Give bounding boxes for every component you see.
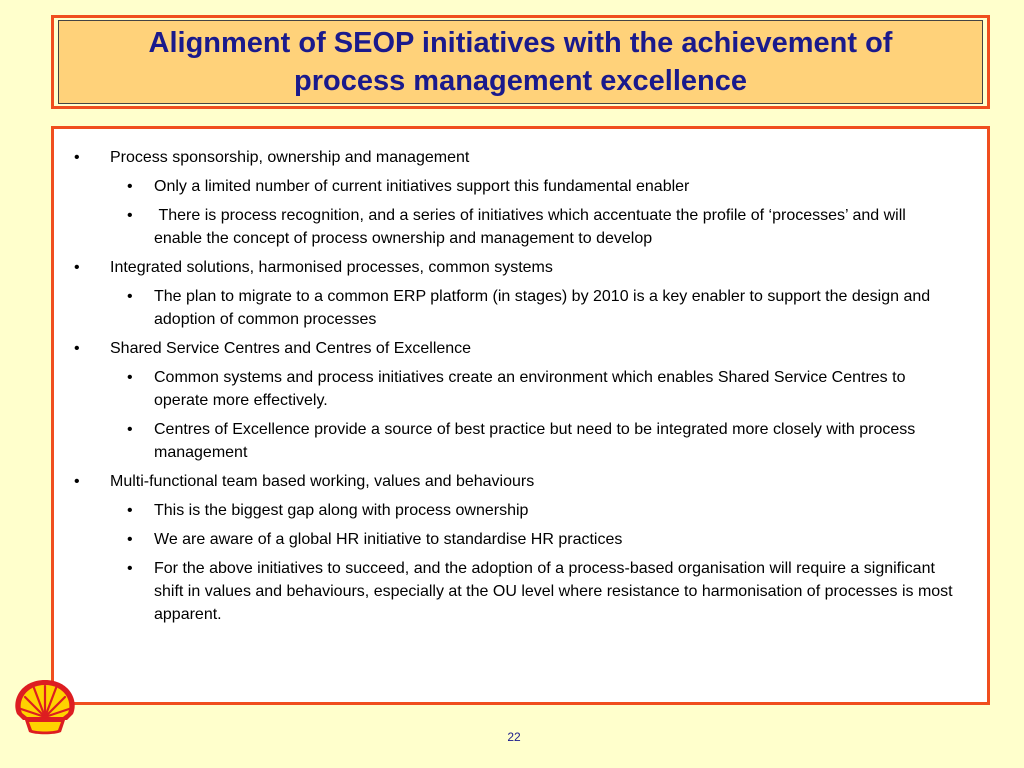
shell-logo-icon bbox=[11, 676, 79, 736]
bullet-item bbox=[54, 337, 987, 464]
bullet-item bbox=[54, 146, 987, 250]
bullet-icon: • bbox=[127, 207, 133, 224]
sub-bullet-text: Centres of Excellence provide a source of best practice but need to be integrated more closely with process management bbox=[154, 421, 916, 461]
bullet-icon: • bbox=[74, 259, 80, 276]
bullet-icon: • bbox=[127, 288, 133, 305]
shell-logo-base-inner bbox=[29, 722, 61, 732]
title-frame bbox=[51, 15, 990, 109]
sub-bullet-list bbox=[110, 285, 987, 331]
sub-bullet-text: Only a limited number of current initiatives support this fundamental enabler bbox=[154, 178, 690, 195]
bullet-text: Multi-functional team based working, values and behaviours bbox=[110, 473, 535, 490]
bullet-icon: • bbox=[74, 149, 80, 166]
content-box bbox=[51, 126, 990, 705]
bullet-icon: • bbox=[127, 531, 133, 548]
bullet-icon: • bbox=[74, 473, 80, 490]
bullet-icon: • bbox=[127, 502, 133, 519]
sub-bullet-text: The plan to migrate to a common ERP platform (in stages) by 2010 is a key enabler to support the design and adoption of common processes bbox=[154, 288, 931, 328]
title-box bbox=[58, 20, 983, 104]
sub-bullet-text: This is the biggest gap along with process ownership bbox=[154, 502, 529, 519]
sub-bullet-item bbox=[110, 366, 987, 412]
page-number: 22 bbox=[507, 730, 521, 744]
sub-bullet-item bbox=[110, 418, 987, 464]
bullet-text: Process sponsorship, ownership and management bbox=[110, 149, 470, 166]
sub-bullet-item bbox=[110, 557, 987, 626]
sub-bullet-item bbox=[110, 175, 987, 198]
bullet-text: Shared Service Centres and Centres of Excellence bbox=[110, 340, 472, 357]
sub-bullet-item bbox=[110, 528, 987, 551]
bullet-item bbox=[54, 470, 987, 626]
sub-bullet-text: Common systems and process initiatives create an environment which enables Shared Service Centres to operate more effectively. bbox=[154, 369, 906, 409]
bullet-icon: • bbox=[127, 369, 133, 386]
sub-bullet-item bbox=[110, 285, 987, 331]
sub-bullet-item bbox=[110, 499, 987, 522]
sub-bullet-list bbox=[110, 366, 987, 464]
bullet-text: Integrated solutions, harmonised processes, common systems bbox=[110, 259, 553, 276]
sub-bullet-text: For the above initiatives to succeed, and the adoption of a process-based organisation will require a significant shift in values and behaviours, especially at the OU level where resistance to harmonisation of processes is most apparent. bbox=[154, 560, 953, 623]
bullet-icon: • bbox=[127, 421, 133, 438]
slide-title: Alignment of SEOP initiatives with the achievement of process management excellence bbox=[148, 27, 893, 97]
bullet-item bbox=[54, 256, 987, 331]
bullet-icon: • bbox=[127, 178, 133, 195]
sub-bullet-item bbox=[110, 204, 987, 250]
bullet-icon: • bbox=[74, 340, 80, 357]
sub-bullet-list bbox=[110, 175, 987, 250]
sub-bullet-text: We are aware of a global HR initiative to standardise HR practices bbox=[154, 531, 623, 548]
sub-bullet-text: There is process recognition, and a series of initiatives which accentuate the profile of ‘processes’ and will enable the concept of process ownership and management to develop bbox=[154, 207, 911, 247]
bullet-list bbox=[54, 146, 987, 632]
sub-bullet-list bbox=[110, 499, 987, 626]
bullet-icon: • bbox=[127, 560, 133, 577]
